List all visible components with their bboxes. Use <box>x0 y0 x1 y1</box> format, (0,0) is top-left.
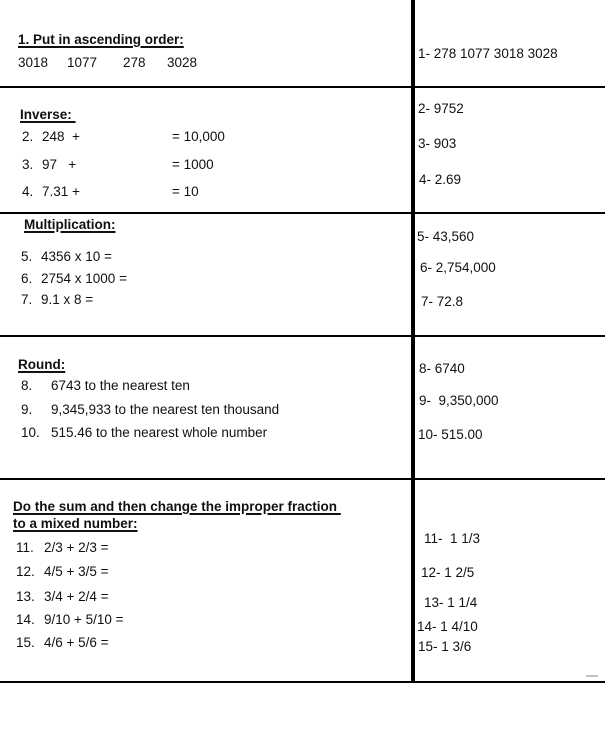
stray-mark <box>586 675 598 677</box>
section-separator-4 <box>0 478 605 480</box>
column-divider <box>411 0 415 683</box>
answer-15: 15- 1 3/6 <box>418 639 472 654</box>
bottom-border <box>0 681 605 683</box>
section5-heading-line2: to a mixed number: <box>13 516 138 531</box>
answer-12: 12- 1 2/5 <box>421 565 475 580</box>
section1-number-3: 278 <box>123 55 146 70</box>
question-2-num: 2. <box>22 129 34 144</box>
question-14-expr: 9/10 + 5/10 = <box>44 612 124 627</box>
question-14-num: 14. <box>16 612 35 627</box>
question-3-num: 3. <box>22 157 34 172</box>
question-4-expr: 7.31 + <box>42 184 80 199</box>
question-12-num: 12. <box>16 564 35 579</box>
question-10-num: 10. <box>21 425 40 440</box>
question-7-num: 7. <box>21 292 33 307</box>
answer-14: 14- 1 4/10 <box>417 619 478 634</box>
question-12-expr: 4/5 + 3/5 = <box>44 564 109 579</box>
question-9-expr: 9,345,933 to the nearest ten thousand <box>51 402 280 417</box>
question-6-num: 6. <box>21 271 33 286</box>
answer-1: 1- 278 1077 3018 3028 <box>418 46 558 61</box>
answer-11: 11- 1 1/3 <box>424 531 481 546</box>
question-13-num: 13. <box>16 589 35 604</box>
answer-8: 8- 6740 <box>419 361 465 376</box>
answer-7: 7- 72.8 <box>421 294 464 309</box>
answer-9: 9- 9,350,000 <box>419 393 499 408</box>
answer-10: 10- 515.00 <box>418 427 483 442</box>
question-10-expr: 515.46 to the nearest whole number <box>51 425 268 440</box>
section-separator-3 <box>0 335 605 337</box>
section5-heading-line1: Do the sum and then change the improper fraction <box>13 499 341 514</box>
question-5-num: 5. <box>21 249 33 264</box>
question-13-expr: 3/4 + 2/4 = <box>44 589 109 604</box>
question-5-expr: 4356 x 10 = <box>41 249 112 264</box>
answer-3: 3- 903 <box>418 136 457 151</box>
question-11-expr: 2/3 + 2/3 = <box>44 540 109 555</box>
question-6-expr: 2754 x 1000 = <box>41 271 127 286</box>
section3-heading: Multiplication: <box>24 217 116 232</box>
answer-13: 13- 1 1/4 <box>424 595 478 610</box>
section-separator-1 <box>0 86 605 88</box>
question-4-num: 4. <box>22 184 34 199</box>
question-3-eq: = 1000 <box>172 157 214 172</box>
section1-heading: 1. Put in ascending order: <box>18 32 184 47</box>
question-8-expr: 6743 to the nearest ten <box>51 378 190 393</box>
question-3-expr: 97 + <box>42 157 77 172</box>
answer-5: 5- 43,560 <box>417 229 475 244</box>
question-2-expr: 248 + <box>42 129 80 144</box>
question-9-num: 9. <box>21 402 33 417</box>
answer-6: 6- 2,754,000 <box>420 260 496 275</box>
question-15-expr: 4/6 + 5/6 = <box>44 635 109 650</box>
question-2-eq: = 10,000 <box>172 129 225 144</box>
section2-heading: Inverse: <box>20 107 76 122</box>
answer-4: 4- 2.69 <box>419 172 462 187</box>
answer-2: 2- 9752 <box>418 101 464 116</box>
section1-number-2: 1077 <box>67 55 98 70</box>
question-11-num: 11. <box>16 540 34 555</box>
section1-number-4: 3028 <box>167 55 198 70</box>
section1-number-1: 3018 <box>18 55 49 70</box>
question-4-eq: = 10 <box>172 184 199 199</box>
question-7-expr: 9.1 x 8 = <box>41 292 94 307</box>
section-separator-2 <box>0 212 605 214</box>
question-8-num: 8. <box>21 378 33 393</box>
question-15-num: 15. <box>16 635 35 650</box>
section4-heading: Round: <box>18 357 66 372</box>
